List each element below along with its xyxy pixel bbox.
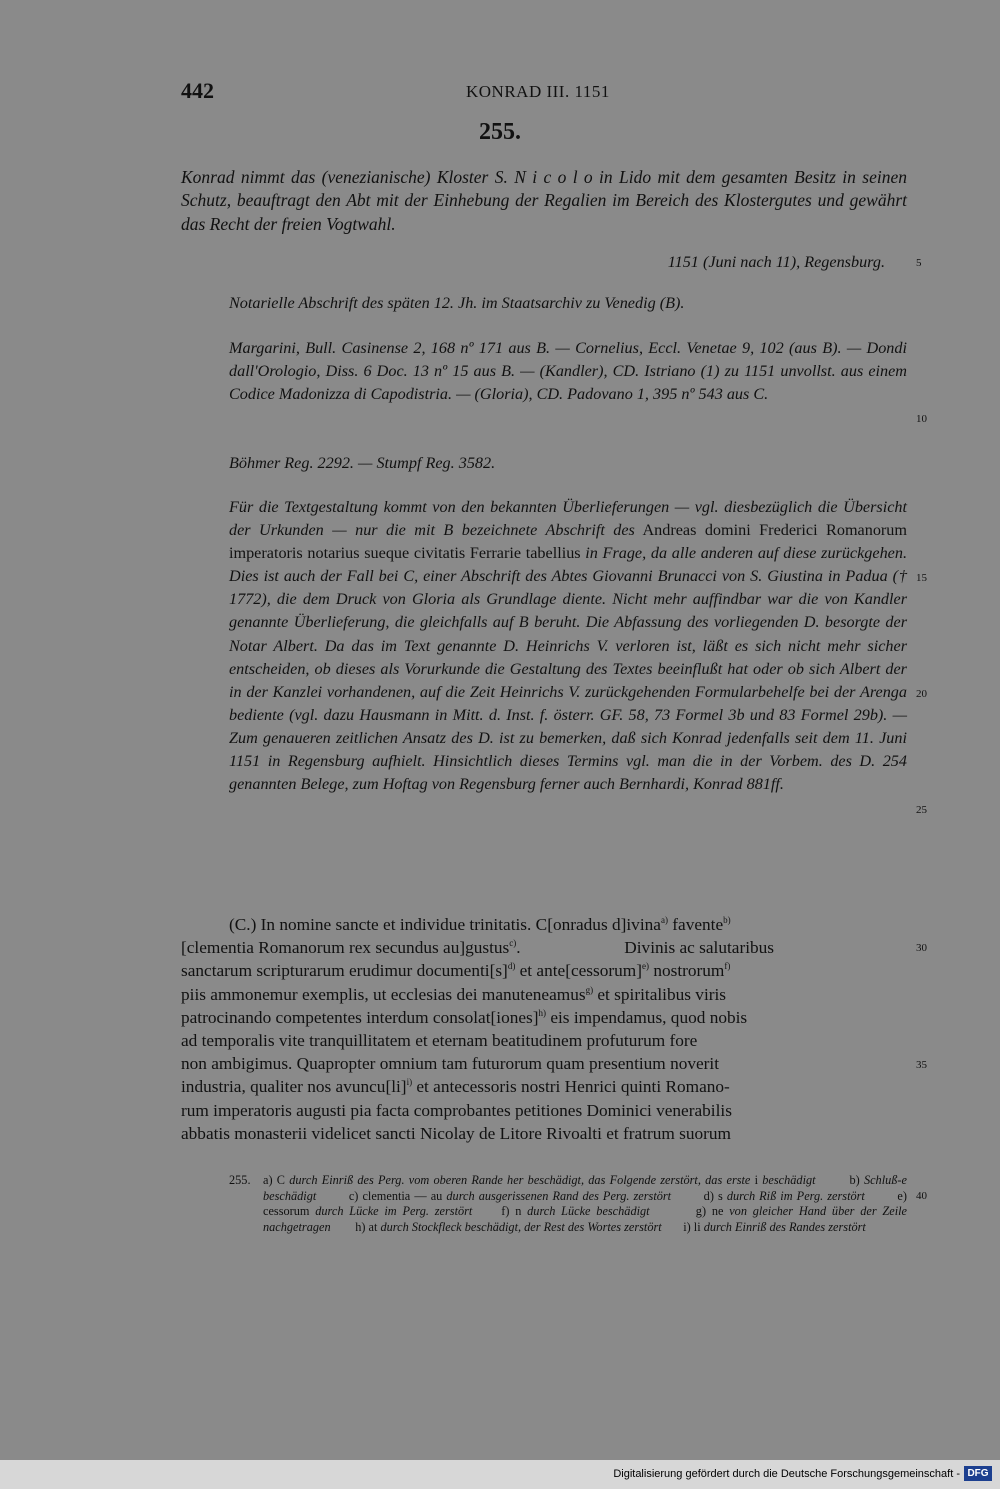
- document-number: 255.: [479, 119, 521, 145]
- dfg-logo-icon[interactable]: DFG: [964, 1466, 992, 1481]
- tradition-note: Notarielle Abschrift des späten 12. Jh. im Staatsarchiv zu Venedig (B).: [229, 294, 685, 312]
- line-number: 20: [916, 688, 927, 700]
- running-title: KONRAD III. 1151: [466, 82, 610, 101]
- charter-line: sanctarum scripturarum erudimur $documenti[s]^{d)}$ et ante[cessorum]$^{e)}$ nostrorum$^{f)}$: [181, 961, 731, 981]
- commentary: [229, 496, 907, 796]
- line-number: 30: [916, 942, 927, 954]
- footnote-text: a) C durch Einriß des Perg. vom oberen Rande her beschädigt, das Folgende zerstört, das erste i beschädigt b) Schluß-e beschädigt c) clementia — au durch ausgerissenen Rand des Perg. zerstört d) s durch Riß im Perg. zerstört e) cessorum durch Lücke im Perg. zerstört f) n durch Lücke beschädigt g) ne von gleicher Hand über der Zeile nachgetragen h) at durch Stockfleck beschädigt, der Rest des Wortes zerstört i) li durch Einriß des Randes zerstört: [263, 1173, 908, 1234]
- charter-line: rum imperatoris augusti pia facta comprobantes petitiones Dominici venerabilis: [181, 1100, 732, 1120]
- commentary-part2: in Frage, da alle anderen auf diese zurückgehen. Dies ist auch der Fall bei C, einer Abschrift des Abtes Giovanni Brunacci von S. Giustina in Padua († 1772), die dem Druck von Gloria als Grundlage diente. Nicht mehr auffindbar war die von Kandler genannte Überlieferung, die gleichfalls auf B beruht. Die Abfassung des vorliegenden D. besorgte der Notar Albert. Da das im Text genannte D. Heinrichs V. verloren ist, läßt es sich nicht mehr sicher entscheiden, ob dieses als Vorurkunde die Gestaltung des Textes beeinflußt hat oder ob sich Albert der in der Kanzlei vorhandenen, auf die Zeit Heinrichs V. zurückgehenden Formularbehelfe bei der Arenga bediente (vgl. dazu Hausmann in Mitt. d. Inst. f. österr. GF. 58, 73 Formel 3b und 83 Formel 29b). — Zum genaueren zeitlichen Ansatz des D. ist zu bemerken, daß sich Konrad jedenfalls seit dem 11. Juni 1151 in Regensburg aufhielt. Hinsichtlich dieses Termins vgl. man die in der Vorbem. des D. 254 genannten Belege, zum Hoftag von Regensburg ferner auch Bernhardi, Konrad 881ff.: [229, 544, 907, 794]
- regesta-note: Böhmer Reg. 2292. — Stumpf Reg. 3582.: [229, 454, 496, 472]
- document-summary: Konrad nimmt das (venezianische) Kloster S. N i c o l o in Lido mit dem gesamten Besitz in seinen Schutz, beauftragt den Abt mit der Einhebung der Regalien im Bereich des Klostergutes und gewährt das Recht der freien Vogtwahl.: [181, 167, 907, 234]
- editions-note: Margarini, Bull. Casinense 2, 168 nº 171 aus B. — Cornelius, Eccl. Venetae 9, 102 (aus B). — Dondi dall'Orologio, Diss. 6 Doc. 13 nº 15 aus B. — (Kandler), CD. Istriano (1) zu 1151 unvollst. aus einem Codice Madonizza di Capodistria. — (Gloria), CD. Padovano 1, 395 nº 543 aus C.: [229, 339, 907, 403]
- line-number: 15: [916, 572, 927, 584]
- page-number: 442: [181, 78, 214, 103]
- footer-credit: Digitalisierung gefördert durch die Deutsche Forschungsgemeinschaft -: [613, 1468, 960, 1480]
- charter-line: piis ammonemur exemplis, ut ecclesias dei manuteneamus$^{g)}$ et spiritalibus viris: [181, 984, 727, 1004]
- charter-line: non ambigimus. Quapropter omnium tam futurorum quam presentium noverit: [181, 1054, 720, 1074]
- line-number: 5: [916, 257, 922, 269]
- dating-line: 1151 (Juni nach 11), Regensburg.: [667, 253, 885, 271]
- charter-line: patrocinando competentes interdum consolat[iones]$^{h)}$ eis impendamus, quod nobis: [181, 1007, 748, 1027]
- line-number: 35: [916, 1059, 927, 1071]
- charter-line: abbatis monasterii videlicet sancti Nicolay de Litore Rivoalti et fratrum suorum: [181, 1123, 731, 1143]
- charter-line: (C.) In nomine sancte et individue trinitatis. C[onradus d]ivina$^{a)}$ favente$^{b)}$: [229, 915, 731, 934]
- charter-line: ad temporalis vite tranquillitatem et eternam beatitudinem profuturum fore: [181, 1031, 698, 1051]
- commentary-roman: Andreas domini Frederici Romanorum imperatoris notarius sueque civitatis Ferrarie tabellius: [229, 521, 907, 563]
- charter-line: [clementia Romanorum rex secundus au]gustus$^{c)}$. Divinis ac salutaribus: [181, 938, 775, 958]
- charter-line: industria, qualiter nos avuncu[li]$^{i)}$ et antecessoris nostri Henrici quinti Romano-: [181, 1077, 730, 1097]
- line-number: 25: [916, 804, 927, 816]
- footnote-label: 255.: [229, 1173, 251, 1187]
- charter-text: [181, 913, 907, 1145]
- footnotes: [229, 1173, 907, 1235]
- commentary-part1: Für die Textgestaltung kommt von den bekannten Überlieferungen — vgl. diesbezüglich die Übersicht der Urkunden — nur die mit B bezeichnete Abschrift des: [229, 498, 907, 540]
- line-number: 40: [916, 1190, 927, 1202]
- line-number: 10: [916, 413, 927, 425]
- footer-bar: [0, 1460, 1000, 1489]
